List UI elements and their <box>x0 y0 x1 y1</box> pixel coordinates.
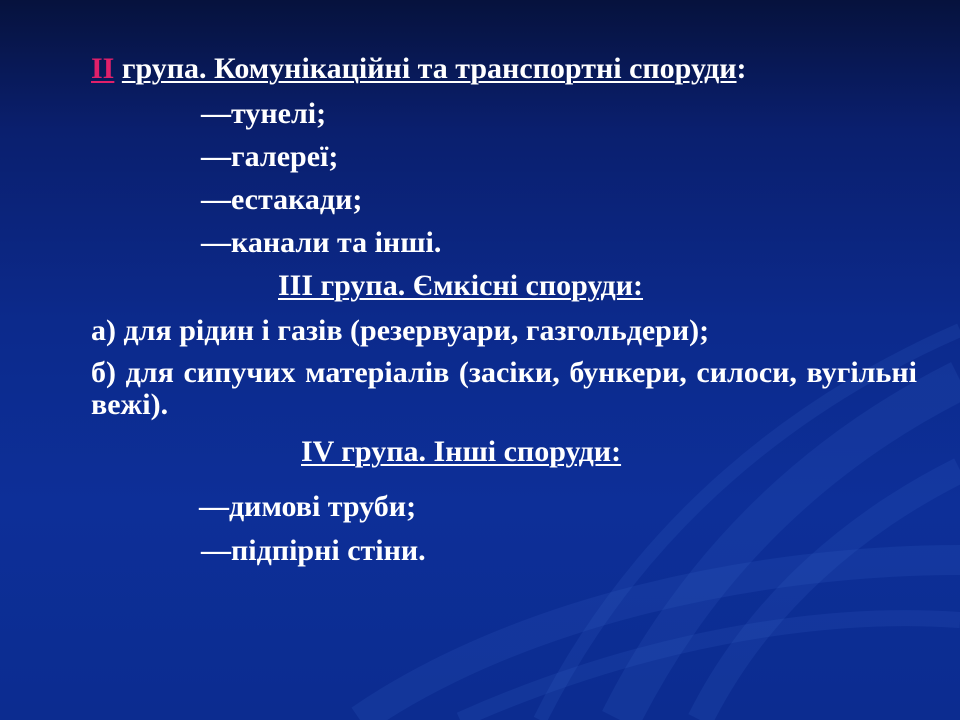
list-item: а) для рідин і газів (резервуари, газгольдери); <box>91 314 710 347</box>
list-item: —підпірні стіни. <box>201 534 426 567</box>
group-4-heading: IV група. Інші споруди: <box>301 435 622 468</box>
list-item: —естакади; <box>201 183 363 216</box>
group-2-heading <box>91 52 747 86</box>
group-2-colon: : <box>736 52 747 85</box>
list-item: —галереї; <box>201 140 339 173</box>
list-item: б) для сипучих матеріалів (засіки, бункери, силоси, вугільні вежі). <box>91 356 917 421</box>
group-2-numeral: II <box>91 52 115 85</box>
list-item: —канали та інші. <box>201 226 442 259</box>
list-item: —тунелі; <box>201 97 327 130</box>
list-item: —димові труби; <box>199 490 417 523</box>
group-3-heading: III група. Ємкісні споруди: <box>278 269 644 302</box>
group-2-title: група. Комунікаційні та транспортні споруди <box>121 52 737 85</box>
